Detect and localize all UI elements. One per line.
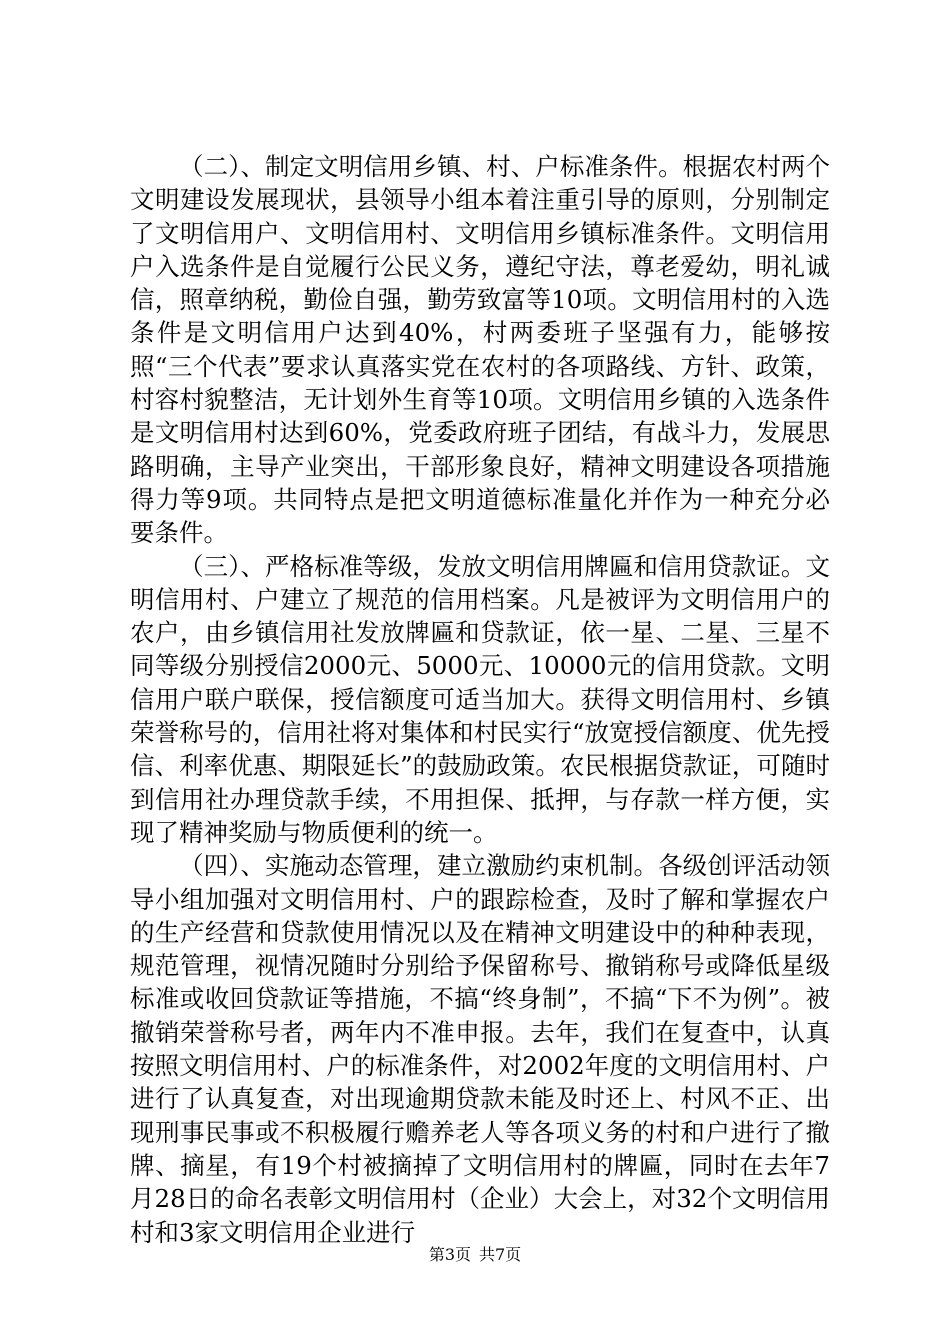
paragraph-section-3: （三）、严格标准等级，发放文明信用牌匾和信用贷款证。文明信用村、户建立了规范的信用档案。凡是被评为文明信用户的农户，由乡镇信用社发放牌匾和贷款证，依一星、二星、三星不同等级分别授信2000元、5000元、10000元的信用贷款。文明信用户联户联保，授信额度可适当加大。获得文明信用村、乡镇荣誉称号的，信用社将对集体和村民实行“放宽授信额度、优先授信、利率优惠、期限延长”的鼓励政策。农民根据贷款证，可随时到信用社办理贷款手续，不用担保、抵押，与存款一样方便，实现了精神奖励与物质便利的统一。 (130, 551, 830, 847)
paragraph-section-2: （二）、制定文明信用乡镇、村、户标准条件。根据农村两个文明建设发展现状，县领导小组本着注重引导的原则，分别制定了文明信用户、文明信用村、文明信用乡镇标准条件。文明信用户入选条件是自觉履行公民义务，遵纪守法，尊老爱幼，明礼诚信，照章纳税，勤俭自强，勤劳致富等10项。文明信用村的入选条件是文明信用户达到40%，村两委班子坚强有力，能够按照“三个代表”要求认真落实党在农村的各项路线、方针、政策，村容村貌整洁，无计划外生育等10项。文明信用乡镇的入选条件是文明信用村达到60%，党委政府班子团结，有战斗力，发展思路明确，主导产业突出，干部形象良好，精神文明建设各项措施得力等9项。共同特点是把文明道德标准量化并作为一种充分必要条件。 (130, 152, 830, 548)
paragraph-section-4: （四）、实施动态管理，建立激励约束机制。各级创评活动领导小组加强对文明信用村、户的跟踪检查，及时了解和掌握农户的生产经营和贷款使用情况以及在精神文明建设中的种种表现，规范管理，视情况随时分别给予保留称号、撤销称号或降低星级标准或收回贷款证等措施，不搞“终身制”，不搞“下不为例”。被撤销荣誉称号者，两年内不准申报。去年，我们在复查中，认真按照文明信用村、户的标准条件，对2002年度的文明信用村、户进行了认真复查，对出现逾期贷款未能及时还上、村风不正、出现刑事民事或不积极履行赡养老人等各项义务的村和户进行了撤牌、摘星，有19个村被摘掉了文明信用村的牌匾，同时在去年7月28日的命名表彰文明信用村（企业）大会上，对32个文明信用村和3家文明信用企业进行 (130, 851, 830, 1247)
document-body (130, 150, 830, 1249)
page-number-total: 共7页 (479, 1245, 522, 1264)
page-number-current: 第3页 (428, 1245, 471, 1264)
page-footer (0, 1245, 950, 1265)
